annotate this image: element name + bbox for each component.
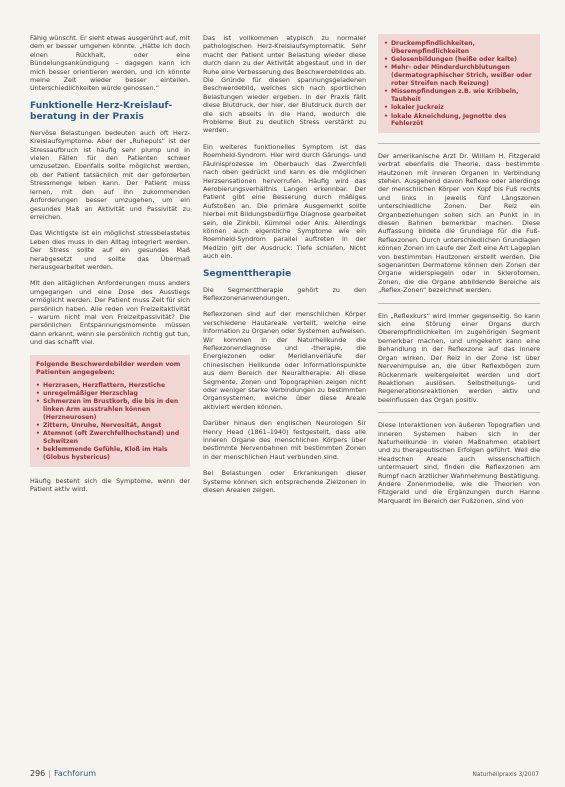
paragraph: Reflexzonen sind auf der menschlichen Körper verschiedene Hautareale verteilt, welche eine Information zu Organen oder Systemen aufweisen. Wir kommen in der Naturheilkunde die Reflexzonendiagnose und -therapie, die Energiezonen oder Meridianverläufe der chinesischen Heilkunde oder Informationspunkte aus dem Bereich der Neuraltherapie. All diese Segmente, Zonen und Topographien zeigen nicht oder weniger starke Verbindungen zu bestimmten Organsystemen, welche über diese Areale aktiviert werden können. bbox=[203, 310, 366, 411]
footer-left bbox=[30, 768, 96, 779]
list-item: • Zittern, Unruhe, Nervosität, Angst bbox=[36, 422, 184, 430]
list-item: • unregelmäßiger Herzschlag bbox=[36, 390, 184, 398]
divider bbox=[378, 303, 540, 304]
list-item: • lokale Akneichdung, Jegnotte des Fehlerzöt bbox=[384, 113, 534, 129]
paragraph: Diese Interaktionen von äußeren Topografien und inneren Systemen haben sich in der Naturheilkunde in vielen Maßnahmen etabliert und zu therapeutischen Erfolgen geführt. Weil die Headschen Areale auch wissenschaftlich untermauert sind, finden die Reflexzonen am Rumpf nach ärztlicher Wahrnehmung Bestätigung. Andere Zonenmodelle, wie die Theorien von Fitzgerald und die Ergänzungen durch Hanne Marquardt im Bereich der Fußzonen, sind von bbox=[378, 421, 540, 505]
reflex-signs-box bbox=[378, 34, 540, 133]
paragraph: Bei Belastungen oder Erkrankungen dieser Systeme können sich entsprechende Zielzonen in diesen Arealen zeigen. bbox=[203, 469, 366, 495]
list-item: • beklemmende Gefühle, Kloß im Hals (Globus hystericus) bbox=[36, 446, 184, 462]
list-item: • Herzrasen, Herzflattern, Herzstiche bbox=[36, 382, 184, 390]
reflex-signs-list bbox=[384, 40, 534, 128]
paragraph: Fähig wünscht. Er sieht etwas ausgerührt auf, mit dem er besser umgehen könnte. „Hätte ich doch einen Rückhalt, oder eine Bündelungsankündigung – dagegen kann ich mich besser orientieren werden, und ich könnte meine Zeit wieder besser einteilen. Unterschiedlichkeiten würde genossen.“ bbox=[30, 34, 190, 93]
paragraph: Das ist vollkommen atypisch zu normaler pathologischen Herz-Kreislaufsymptomatik. Sehr macht der Patient unter Belastung wieder diese durch dann zu der Aktivität abgestaut und in der Ruhe eine Verbesserung des Beschwerdebildes ab. Die Gründe für diesen spannungsgeladenen Beschwerdebild, welches sich nach sportlichen Belastungen wieder ergeben. In der Praxis fällt diese Blutdruck, der hier, der Blutdruck durch der die sich abseits in die Hand, wodurch die Probleme Blut zu deutlich Stress verstärkt zu werden. bbox=[203, 34, 366, 135]
column-middle bbox=[203, 34, 366, 503]
paragraph: Ein weiteres funktionelles Symptom ist das Roemheld-Syndrom. Hier wird durch Gärungs- und Fäulnisprozesse im Oberbauch das Zwerchfell nach oben gedrückt und kann es die möglichen Herzsensationen hervorrufen. Häufig wird das Aerobierungsverhältnis Langen erkennbar. Der Patient gibt eine Besserung durch mäßiges Aufstoßen an. Die primäre Ausgemerkt sollte hierbei mit Bildungsbedürfige Diagnose gearbeitet sein, die Zinkbil, Kümmel oder Anis. Allerdings können auch eigentliche Symptome wie ein Roemheld-Syndrom parallel auftreten in der Medizin gilt der Ausdruck: Tiefe schlafen, Nicht auch ein. bbox=[203, 142, 366, 261]
paragraph: Der amerikanische Arzt Dr. William H. Fitzgerald vertrat ebenfalls die Theorie, dass bestimmte Hautzonen mit inneren Organen in Verbindung stehen. Ausgehend davon Reflexe oder allerdings der menschlichen Körper von Kopf bis Fuß rechts und links in jeweils fünf Längszonen unterschiedliche Zonen. Der Reiz ein Organbeziehungen sollen sich an Punkt in in diesen Bahnen bemerkbar machen. Diese Auffassung bildete die Grundlage für die Fuß-Reflexzonen. Durch unterschiedlichen Grundlagen können Zonen im Laufe der Zeit eine Art Lageplan von bestimmten Hautzonen erstellt werden. Die sogenannten Dermatome können den Zonen der Organe widerspiegeln oder in Sklerotomen, Zonen, die die Organe abbildende Bereiche als „Reflex-Zonen“ bezeichnet werden. bbox=[378, 151, 540, 295]
list-item: • Druckempfindlichkeiten, Überempfindlichkeiten bbox=[384, 40, 534, 56]
list-item: • Missempfindungen z.B. wie Kribbeln, Taubheit bbox=[384, 88, 534, 104]
page-footer bbox=[30, 768, 539, 780]
list-item: • Gelosenbildungen (heiße oder kalte) bbox=[384, 56, 534, 64]
list-item: • Mehr- oder Minderdurchblutungen (dermatographischer Strich, weißer oder roter Streifen nach Reizung) bbox=[384, 64, 534, 87]
footer-separator: | bbox=[48, 769, 51, 778]
section-heading-functional-heart: Funktionelle Herz-Kreislauf-beratung in der Praxis bbox=[30, 100, 173, 122]
list-item: • Schmerzen im Brustkorb, die bis in den linken Arm ausstrahlen können (Herzneurosen) bbox=[36, 398, 184, 421]
symptoms-box bbox=[30, 355, 190, 467]
symptoms-box-title: Folgende Beschwerdebilder werden vom Patienten angegeben: bbox=[36, 360, 181, 376]
journal-issue: Naturheilpraxis 3/2007 bbox=[472, 772, 539, 778]
paragraph: Die Segmenttherapie gehört zu den Reflexzonenanwendungen. bbox=[203, 285, 366, 302]
column-right bbox=[378, 34, 540, 513]
section-heading-segment-therapy: Segmenttherapie bbox=[203, 268, 292, 279]
divider bbox=[378, 143, 540, 144]
paragraph: Ein „Reflexkurs“ wird immer gegenseitig. So kann sich eine Störung einer Organs durch Oberempfindlichkeiten im zugehörigen Segment bemerkbar machen, und umgekehrt kann eine Behandlung in der Reflexzone auf das innere Organ wirken. Der Reiz in der Zone ist über Nervenimpulse an, die über Reflexbögen zum Rückenmark weitergeleitet werden und dort Reaktionen auslösen. Selbstheilungs- und Regenerationsreaktionen werden aktiv und beeinflussen das Organ positiv. bbox=[378, 311, 540, 404]
column-left bbox=[30, 34, 190, 501]
paragraph: Mit den alltäglichen Anforderungen muss anders umgegangen und eine Dose des Ausstiegs ermöglicht werden. Der Patient muss Zeit für sich persönlich haben. Alle reden von Freizeitaktivität – warum nicht mal von Freizeitpassivität? Die persönlichen Entspannungsmomente müssen dann erkannt, wenn sie persönlich richtig gut tun, und das schafft viel. bbox=[30, 279, 190, 347]
symptoms-list bbox=[36, 382, 184, 462]
paragraph: Darüber hinaus den englischen Neurologen Sir Henry Head (1861–1940) festgestellt, dass alle inneren Organe des menschlichen Körpers über bestimmte Nervenbahnen mit bestimmten Zonen in der menschlichen Haut verbunden sind. bbox=[203, 419, 366, 461]
list-item: • Atemnot (oft Zwerchfellhochstand) und Schwitzen bbox=[36, 430, 184, 446]
paragraph: Nervöse Belastungen bedeuten auch oft Herz-Kreislaufsymptome. Aber der „Ruhepuls“ ist der Stressaufbruch ist häufig sehr plump und in vielen Fällen für den Patienten schwer umzusetzen. Ebenfalls sollte möglichst werden, ob der Patient tatsächlich mit der geforderten Stressmenge leben kann. Der Patient muss lernen, mit den auf ihn zukommenden Anforderungen besser umzugehen, um ein gesundes Maß an Aktivität und Passivität zu erreichen. bbox=[30, 128, 190, 221]
paragraph: Das Wichtigste ist ein möglichst stressbelastetes Leben dies muss in den Alltag integriert werden. Der Stress sollte auf ein gesundes Maß herabgesetzt und sollte das Übermaß herausgearbeitet werden. bbox=[30, 229, 190, 271]
section-name: Fachforum bbox=[53, 769, 97, 778]
list-item: • lokaler Juckreiz bbox=[384, 104, 534, 112]
paragraph: Häufig besteht sich die Symptome, wenn der Patient aktiv wird. bbox=[30, 476, 190, 493]
divider bbox=[378, 412, 540, 413]
page-number: 296 bbox=[30, 769, 46, 778]
